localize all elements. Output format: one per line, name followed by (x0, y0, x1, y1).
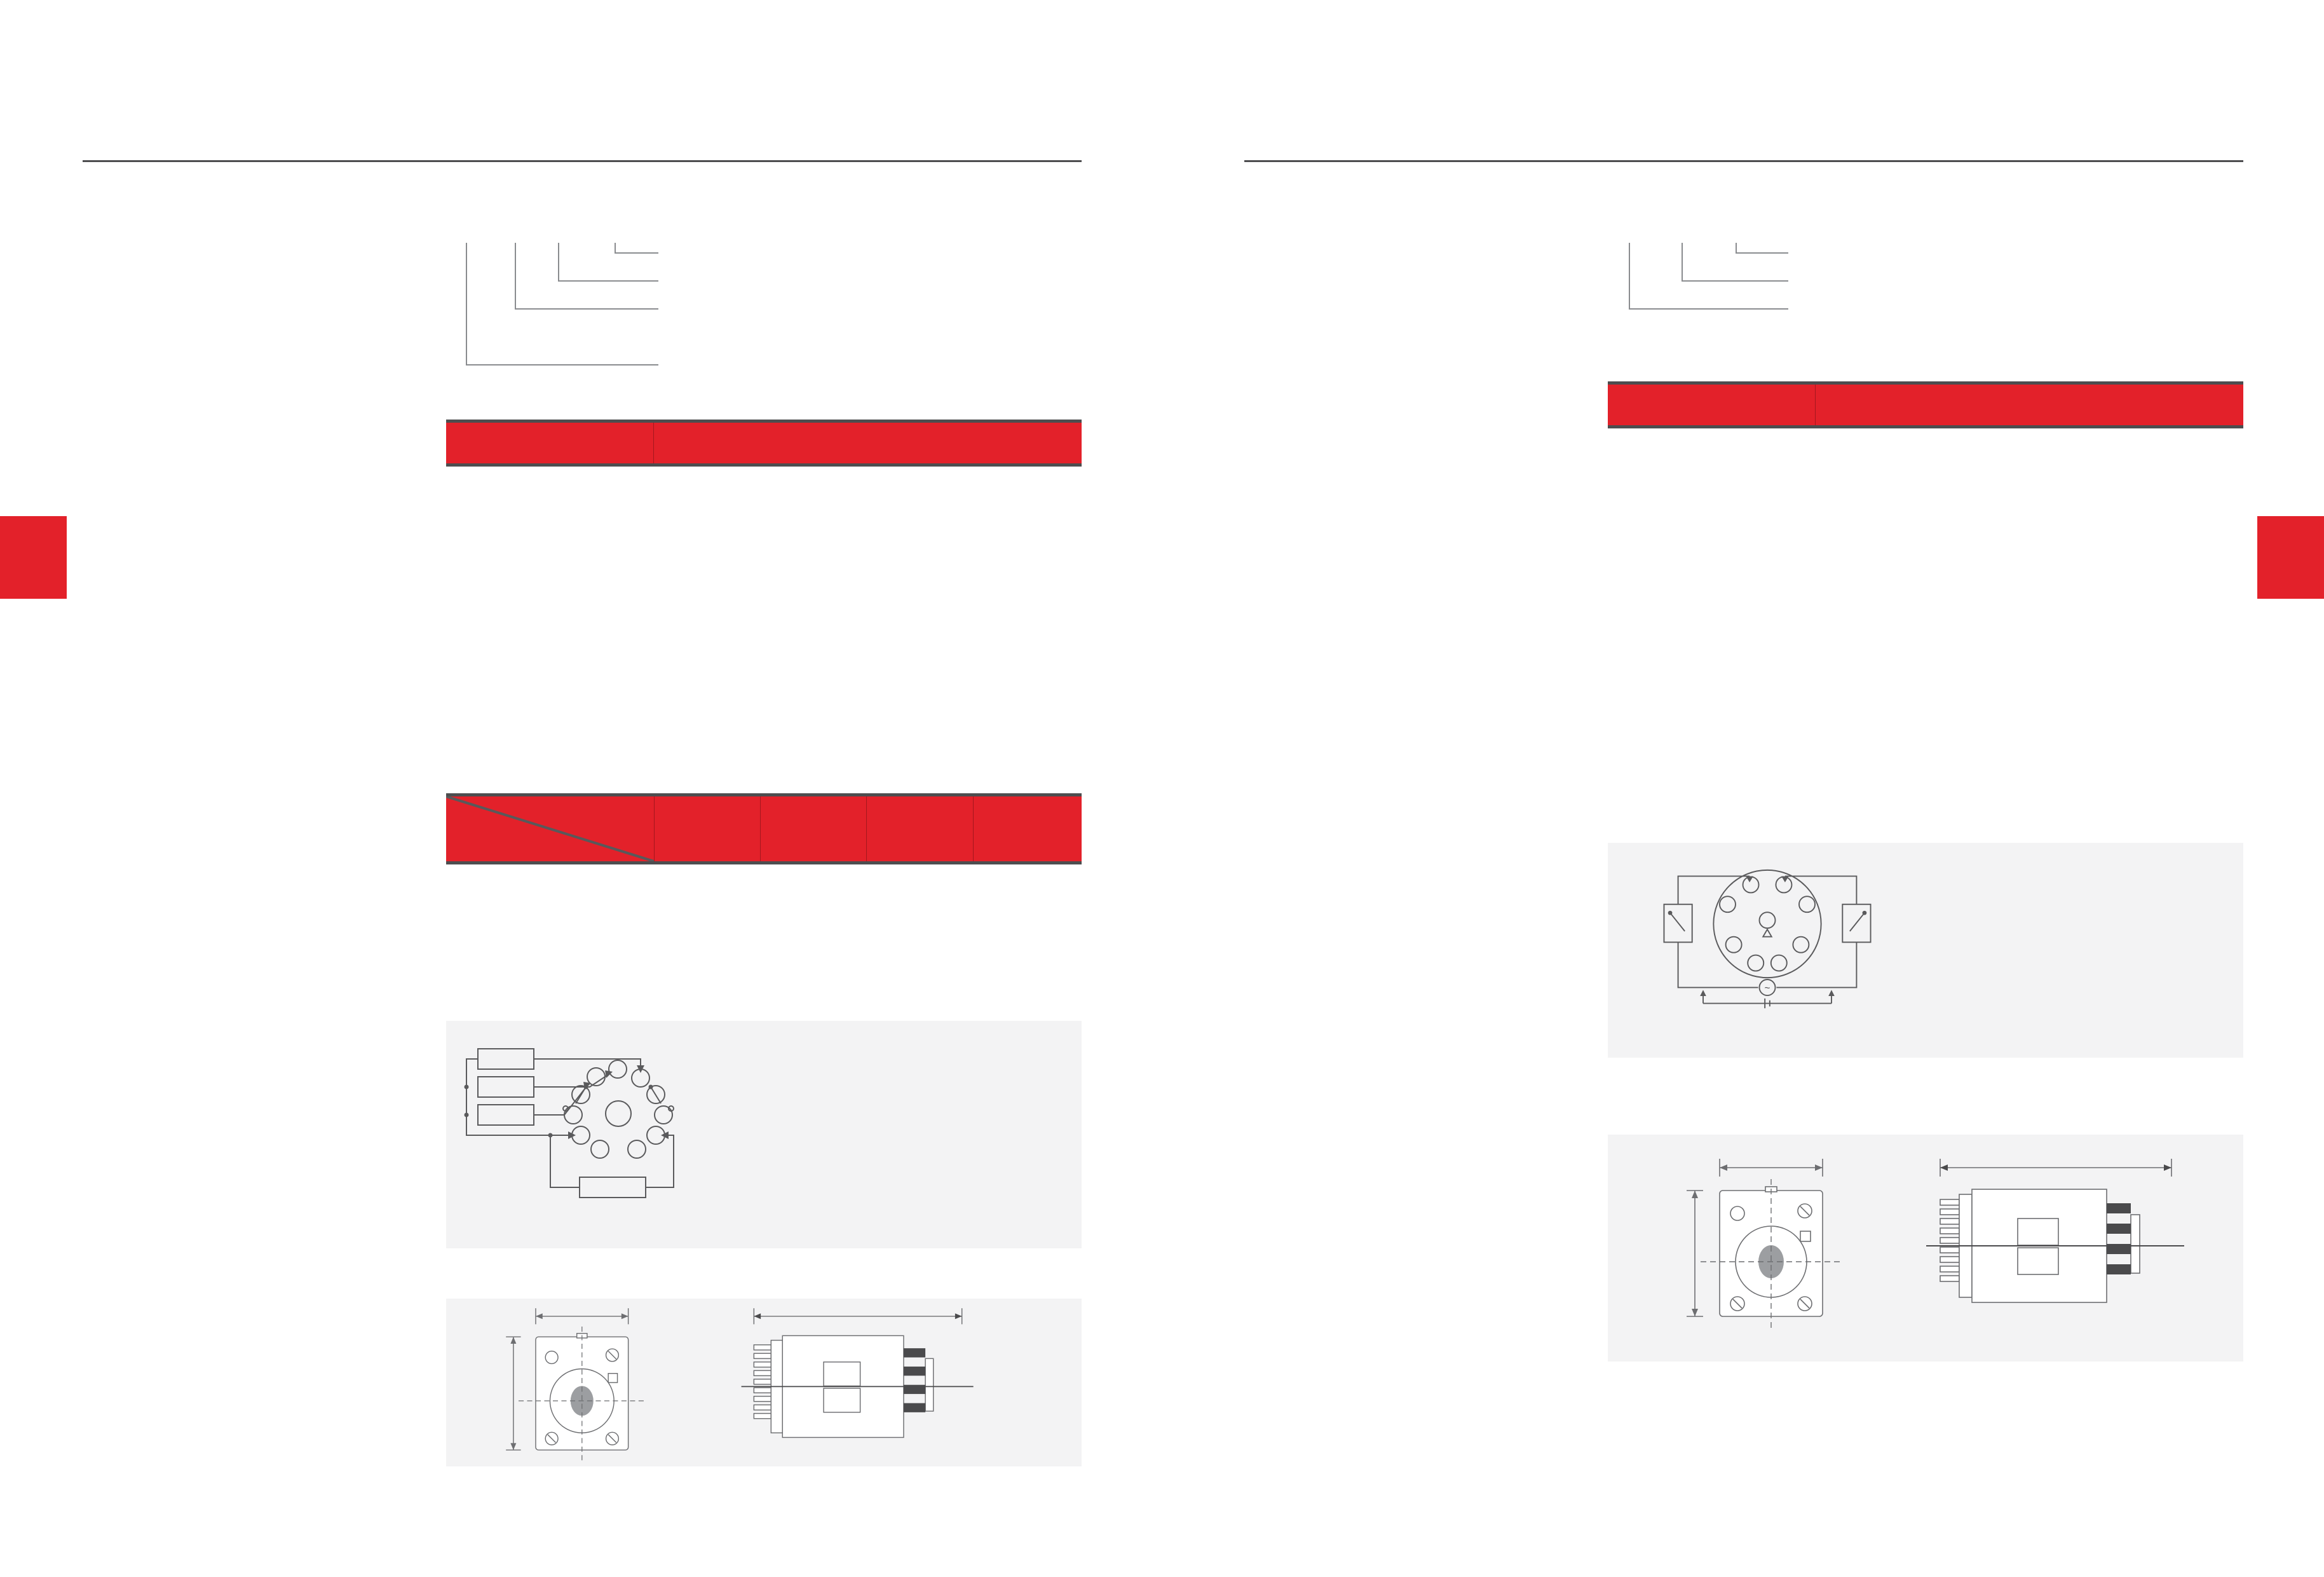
page-right (1162, 0, 2324, 1577)
technical-table (1608, 381, 2243, 428)
tree-line (1682, 243, 1683, 282)
tree-line (1629, 308, 1788, 310)
tree-line (1736, 252, 1788, 254)
tree-line (1682, 280, 1788, 282)
tree-line (615, 252, 658, 254)
type-code (1608, 219, 1626, 239)
tree-line (466, 243, 467, 365)
time-range-table (446, 793, 1082, 864)
dimensions-panel (446, 1299, 1082, 1466)
code-sep (1608, 219, 1615, 238)
tree-line (515, 243, 516, 310)
code-sep (454, 219, 461, 238)
svg-text:~: ~ (1764, 983, 1770, 994)
section-tab-left (0, 516, 67, 599)
delay-waveform (740, 1035, 1058, 1184)
title-rule (1244, 160, 2243, 162)
tree-line (558, 280, 658, 282)
technical-table-header (1608, 385, 2243, 425)
col-item-no (446, 423, 654, 463)
side-view-drawing (1919, 1154, 2192, 1330)
circuit-diagram (455, 1032, 747, 1205)
technical-table (446, 420, 1082, 467)
col-minute (760, 796, 866, 861)
side-view-drawing (724, 1304, 991, 1463)
socket-wiring-diagram (1631, 852, 1904, 1012)
corner-cell (446, 796, 654, 861)
front-view-drawing (1678, 1154, 1849, 1330)
col-10hours (973, 796, 1082, 861)
front-view-drawing (489, 1304, 661, 1463)
technical-table-header (446, 423, 1082, 463)
type-code (446, 219, 472, 239)
dimensions-panel (1608, 1135, 2243, 1362)
tree-line (1629, 243, 1630, 310)
wiring-panel (1608, 843, 2243, 1058)
time-range-header (446, 796, 1082, 861)
product-photo-h3ba (153, 381, 311, 601)
title-rule (83, 160, 1082, 162)
col-item-no (1608, 385, 1816, 425)
product-photo-h3cr (1322, 383, 1500, 604)
tree-line (515, 308, 658, 310)
tree-line (466, 364, 658, 365)
socket-photo-pf083a-e (1431, 728, 1538, 852)
section-tab-right (2257, 516, 2324, 599)
code-sep (446, 219, 454, 238)
diagonal-line (446, 796, 654, 861)
wiring-panel (446, 1021, 1082, 1248)
socket-photo-pf113a-e (277, 750, 384, 874)
socket-photo-pf113a (126, 745, 239, 875)
delay-waveform (1919, 854, 2218, 995)
col-seconds (654, 796, 760, 861)
socket-photo-pf083a (1288, 725, 1392, 852)
col-hour (866, 796, 973, 861)
tree-line (558, 243, 559, 282)
